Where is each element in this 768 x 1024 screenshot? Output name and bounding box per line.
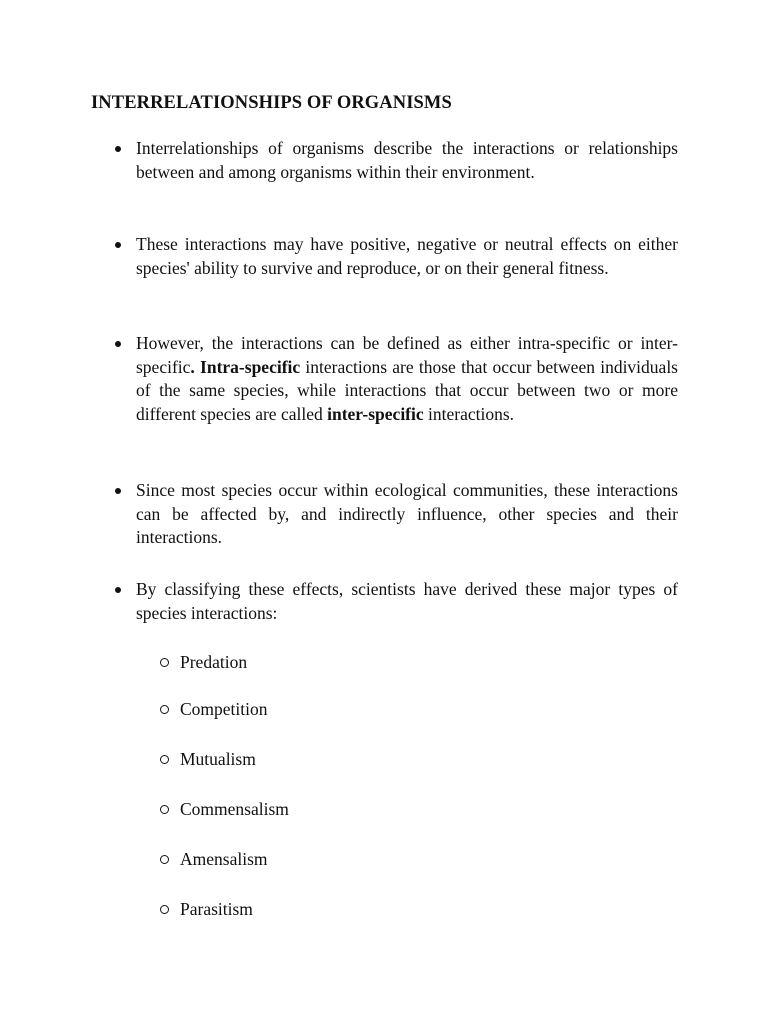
bullet-dot-icon xyxy=(115,488,121,494)
bullet-item-classification xyxy=(136,578,678,625)
list-item-mutualism xyxy=(160,748,256,771)
bullet-text: Since most species occur within ecological communities, these interactions can be affected by, and indirectly influence, other species and their interactions. xyxy=(136,480,678,547)
bullet-text: These interactions may have positive, negative or neutral effects on either species' ability to survive and reproduce, or on their general fitness. xyxy=(136,234,678,278)
circle-bullet-icon xyxy=(160,705,169,714)
bullet-text-part: However, the interactions can be defined as either intra-specific or inter-specific xyxy=(136,333,678,377)
list-item-label: Amensalism xyxy=(180,849,268,869)
bullet-dot-icon xyxy=(115,587,121,593)
bullet-text-bold-inter-specific: inter-specific xyxy=(327,403,424,424)
list-item-label: Parasitism xyxy=(180,899,253,919)
list-item-label: Predation xyxy=(180,652,248,672)
list-item-parasitism xyxy=(160,898,253,921)
bullet-text-part: interactions. xyxy=(423,403,515,424)
list-item-commensalism xyxy=(160,798,289,821)
bullet-text-bold-intra-specific: . Intra-specific xyxy=(190,356,301,377)
bullet-item-definition xyxy=(136,137,678,184)
bullet-dot-icon xyxy=(115,242,121,248)
list-item-amensalism xyxy=(160,848,268,871)
circle-bullet-icon xyxy=(160,905,169,914)
bullet-text-part: interactions are those that occur between individuals of the same species, while interactions that occur between two or more different species are called xyxy=(136,356,678,424)
list-item-predation xyxy=(160,651,247,674)
list-item-label: Commensalism xyxy=(180,799,289,819)
circle-bullet-icon xyxy=(160,855,169,864)
list-item-competition xyxy=(160,698,268,721)
circle-bullet-icon xyxy=(160,755,169,764)
bullet-item-intra-inter-specific xyxy=(136,332,678,426)
circle-bullet-icon xyxy=(160,658,169,667)
bullet-text: By classifying these effects, scientists have derived these major types of species interactions: xyxy=(136,579,678,623)
list-item-label: Mutualism xyxy=(180,749,256,769)
bullet-item-effects xyxy=(136,233,678,280)
bullet-dot-icon xyxy=(115,341,121,347)
list-item-label: Competition xyxy=(180,699,268,719)
document-title: INTERRELATIONSHIPS OF ORGANISMS xyxy=(91,93,452,113)
bullet-text: Interrelationships of organisms describe the interactions or relationships between and among organisms within their environment. xyxy=(136,138,678,182)
bullet-item-communities xyxy=(136,479,678,550)
bullet-dot-icon xyxy=(115,146,121,152)
circle-bullet-icon xyxy=(160,805,169,814)
